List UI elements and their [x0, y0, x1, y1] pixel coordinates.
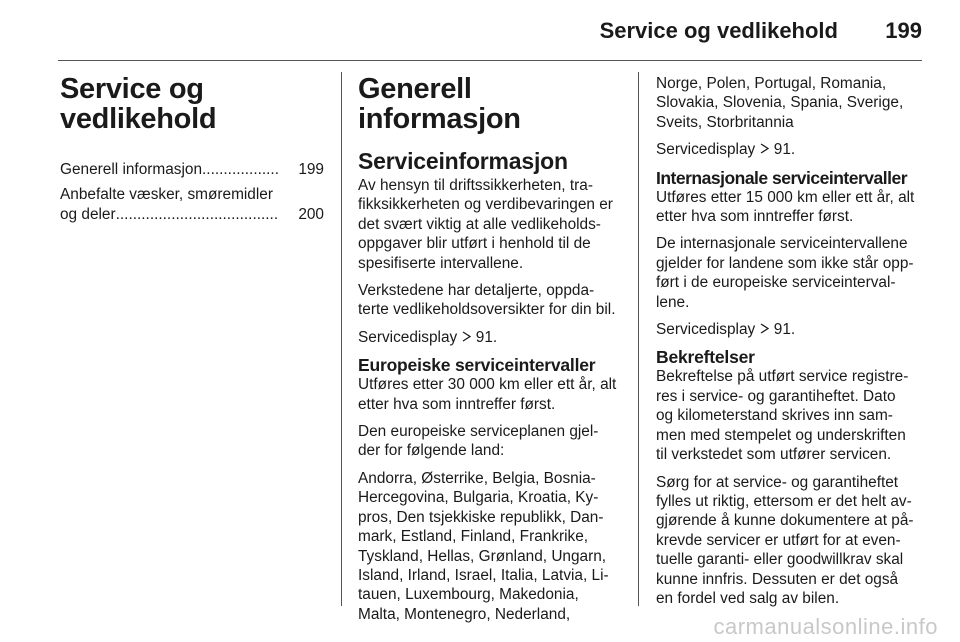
page-reference[interactable]: Servicedisplay 91.: [656, 141, 796, 159]
header-divider: [58, 60, 922, 61]
paragraph: Av hensyn til driftssikkerheten, tra- fikksikkerheten og verdibevaringen er det svært viktig at alle vedlikeholds- oppgaver blir utført i henhold til de spesifiserte intervallene.: [358, 177, 613, 272]
paragraph: Sørg for at service- og garantiheftet fylles ut riktig, ettersom er det helt av- gjørende å kunne dokumentere at på- krevde servicer er utført for at even- tuelle garanti- eller goodwillkrav skal kunne innfris. Dessuten er det også en fordel ved salg av bilen.: [656, 473, 914, 607]
page-reference-arrow-icon: [462, 328, 472, 347]
paragraph: Utføres etter 30 000 km eller ett år, alt etter hva som inntreffer først.: [358, 376, 617, 413]
paragraph: Bekreftelse på utført service registre- res i service- og garantiheftet. Dato og kilometerstand skrives inn sam- men med stempelet og underskriften til verkstedet som utfører servicen.: [656, 368, 909, 464]
toc-entry[interactable]: Generell informasjon .................. 199: [60, 161, 324, 178]
paragraph: Den europeiske serviceplanen gjel- der for følgende land:: [358, 423, 599, 460]
middle-column: [358, 74, 636, 632]
column-divider-right: [638, 72, 639, 606]
page-reference-arrow-icon: [760, 140, 770, 159]
paragraph: De internasjonale serviceintervallene gjelder for landene som ikke står opp- ført i de europeiske serviceinterval- lene.: [656, 235, 914, 311]
section-heading: Generell informasjon: [358, 73, 521, 135]
country-list-continued: Norge, Polen, Portugal, Romania, Slovakia, Slovenia, Spania, Sverige, Sveits, Storbritannia: [656, 75, 904, 131]
paragraph: Verkstedene har detaljerte, oppda- terte vedlikeholdsoversikter for din bil.: [358, 282, 616, 319]
right-column: [656, 74, 922, 616]
subsection-heading: Europeiske serviceintervaller: [358, 355, 596, 376]
country-list: Andorra, Østerrike, Belgia, Bosnia- Hercegovina, Bulgaria, Kroatia, Ky- pros, Den tsjekkiske republikk, Dan- mark, Estland, Finland, Frankrike, Tyskland, Hellas, Grønland, Ungarn, Island, Irland, Israel, Italia, Latvia, Li- tauen, Luxembourg, Makedonia, Malta, Montenegro, Nederland,: [358, 469, 609, 623]
left-column: [60, 74, 324, 224]
column-divider-left: [341, 72, 342, 606]
page-reference[interactable]: Servicedisplay 91.: [656, 321, 796, 339]
header-title: Service og vedlikehold: [599, 18, 838, 43]
watermark: carmanualsonline.info: [713, 614, 938, 639]
toc-entry[interactable]: Anbefalte væsker, smøremidler og deler ...................................... 200: [60, 186, 324, 223]
page-reference[interactable]: Servicedisplay 91.: [358, 328, 498, 346]
subsection-heading: Internasjonale serviceintervaller: [656, 167, 907, 188]
page-reference-arrow-icon: [760, 320, 770, 339]
subsection-heading: Bekreftelser: [656, 347, 755, 368]
subsection-heading: Serviceinformasjon: [358, 148, 568, 174]
page-number: 199: [885, 18, 922, 43]
chapter-title: Service og vedlikehold: [60, 73, 217, 135]
paragraph: Utføres etter 15 000 km eller ett år, alt etter hva som inntreffer først.: [656, 188, 915, 226]
